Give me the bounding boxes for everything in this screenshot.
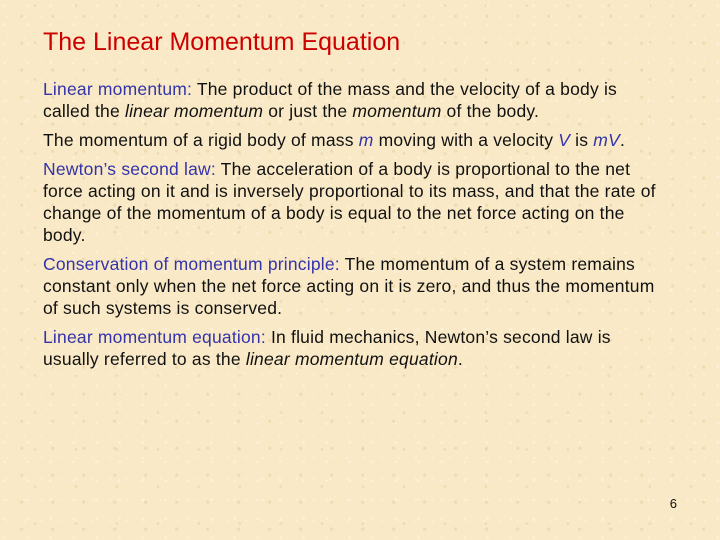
slide-content	[43, 78, 663, 377]
paragraph-text: of the body.	[441, 101, 540, 121]
term-linear-momentum: Linear momentum:	[43, 79, 193, 99]
paragraph-text: .	[457, 349, 463, 369]
paragraph-linear-momentum	[43, 78, 663, 122]
emphasis-linear-momentum-equation: linear momentum equation	[245, 349, 458, 369]
paragraph-text: The product of the mass and the velocity of a body is called the	[43, 79, 617, 121]
paragraph-text: In fluid mechanics, Newton’s second law is usually referred to as the	[43, 327, 611, 369]
paragraph-text: .	[619, 130, 626, 150]
paragraph-text: The momentum of a system remains constant only when the net force acting on it is zero, and thus the momentum of such systems is conserved.	[43, 254, 655, 318]
paragraph-text: The momentum of a rigid body of mass	[43, 130, 359, 150]
paragraph-text: The acceleration of a body is proportional to the net force acting on it and is inversely proportional to its mass, and that the rate of change of the momentum of a body is equal to the net force acting on the body.	[43, 159, 656, 245]
variable-velocity: V	[558, 130, 571, 150]
emphasis-linear-momentum: linear momentum	[124, 101, 264, 121]
slide-title: The Linear Momentum Equation	[43, 28, 401, 56]
emphasis-momentum: momentum	[352, 101, 442, 121]
term-linear-momentum-equation: Linear momentum equation:	[43, 327, 266, 347]
paragraph-newtons-second-law	[43, 158, 663, 246]
page-number: 6	[669, 496, 677, 511]
paragraph-text: moving with a velocity	[373, 130, 559, 150]
paragraph-rigid-body-momentum	[43, 129, 663, 151]
term-conservation-of-momentum: Conservation of momentum principle:	[43, 254, 340, 274]
variable-momentum: mV	[593, 130, 620, 150]
paragraph-conservation-of-momentum	[43, 253, 663, 319]
variable-mass: m	[358, 130, 374, 150]
paragraph-text: is	[570, 130, 594, 150]
paragraph-linear-momentum-equation	[43, 326, 663, 370]
paragraph-text: or just the	[263, 101, 353, 121]
term-newtons-second-law: Newton’s second law:	[43, 159, 216, 179]
